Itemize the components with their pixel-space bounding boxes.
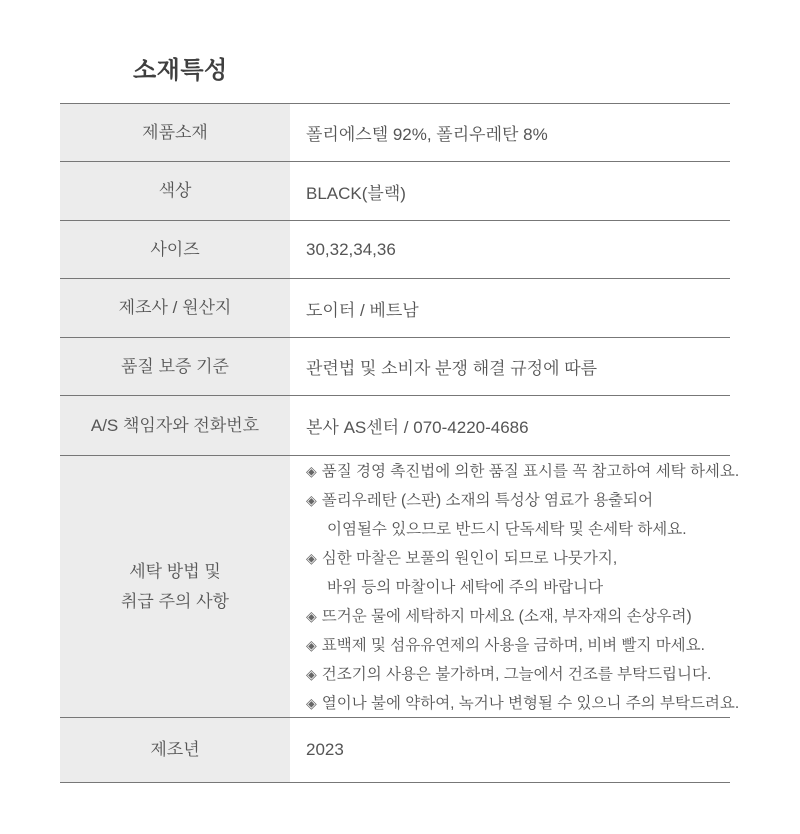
care-instruction-text: 이염될수 있으므로 반드시 단독세탁 및 손세탁 하세요. (327, 521, 687, 538)
care-instruction-text: 품질 경영 촉진법에 의한 품질 표시를 꼭 참고하여 세탁 하세요. (321, 463, 740, 480)
row-label-warranty: 품질 보증 기준 (60, 338, 290, 395)
table-row-color (60, 161, 730, 220)
care-instruction-line (306, 660, 739, 689)
care-instruction-text: 건조기의 사용은 불가하며, 그늘에서 건조를 부탁드립니다. (321, 666, 712, 683)
diamond-bullet-icon: ◈ (306, 666, 317, 682)
diamond-bullet-icon: ◈ (306, 550, 317, 566)
care-instruction-text: 폴리우레탄 (스판) 소재의 특성상 염료가 용출되어 (321, 492, 654, 509)
row-label-as-contact: A/S 책임자와 전화번호 (60, 396, 290, 455)
care-instruction-line (306, 602, 739, 631)
care-instruction-line (306, 689, 739, 718)
care-instruction-text: 표백제 및 섬유유연제의 사용을 금하며, 비벼 빨지 마세요. (321, 637, 705, 654)
row-label-material: 제품소재 (60, 104, 290, 161)
row-label-size: 사이즈 (60, 221, 290, 278)
care-instruction-line (306, 486, 739, 515)
page-title: 소재특성 (133, 57, 228, 84)
care-label-line2: 취급 주의 사항 (121, 591, 229, 611)
row-value-care (290, 456, 745, 717)
diamond-bullet-icon: ◈ (306, 695, 317, 711)
table-row-manufacturer (60, 278, 730, 337)
row-value-material: 폴리에스텔 92%, 폴리우레탄 8% (306, 125, 548, 144)
row-label-manufacturer: 제조사 / 원산지 (60, 279, 290, 337)
diamond-bullet-icon: ◈ (306, 492, 317, 508)
table-row-as-contact (60, 395, 730, 455)
row-value-manufacturer: 도이터 / 베트남 (306, 300, 419, 320)
row-value-warranty: 관련법 및 소비자 분쟁 해결 규정에 따름 (306, 359, 598, 378)
care-instruction-line (306, 544, 739, 573)
care-instruction-line (306, 631, 739, 660)
care-instruction-text: 뜨거운 물에 세탁하지 마세요 (소재, 부자재의 손상우려) (321, 608, 692, 625)
row-label-year: 제조년 (60, 718, 290, 782)
care-instruction-text: 심한 마찰은 보풀의 원인이 되므로 나뭇가지, (321, 550, 618, 567)
diamond-bullet-icon: ◈ (306, 608, 317, 624)
care-instruction-line (306, 515, 739, 544)
care-label-line1: 세탁 방법 및 (129, 561, 221, 581)
diamond-bullet-icon: ◈ (306, 463, 317, 479)
row-value-year: 2023 (306, 740, 344, 759)
table-row-size (60, 220, 730, 278)
care-instruction-line (306, 457, 739, 486)
care-instruction-text: 열이나 불에 약하여, 녹거나 변형될 수 있으니 주의 부탁드려요. (321, 695, 740, 712)
table-row-material (60, 103, 730, 161)
table-row-warranty (60, 337, 730, 395)
row-value-color: BLACK(블랙) (306, 183, 406, 203)
row-label-care (60, 456, 290, 717)
table-row-year (60, 717, 730, 782)
row-value-as-contact: 본사 AS센터 / 070-4220-4686 (306, 418, 529, 437)
care-instruction-text: 바위 등의 마찰이나 세탁에 주의 바랍니다 (327, 579, 604, 596)
spec-table (60, 103, 740, 783)
care-instruction-line (306, 573, 739, 602)
row-value-size: 30,32,34,36 (306, 239, 396, 259)
row-label-color: 색상 (60, 162, 290, 220)
diamond-bullet-icon: ◈ (306, 637, 317, 653)
table-row-care (60, 455, 740, 717)
